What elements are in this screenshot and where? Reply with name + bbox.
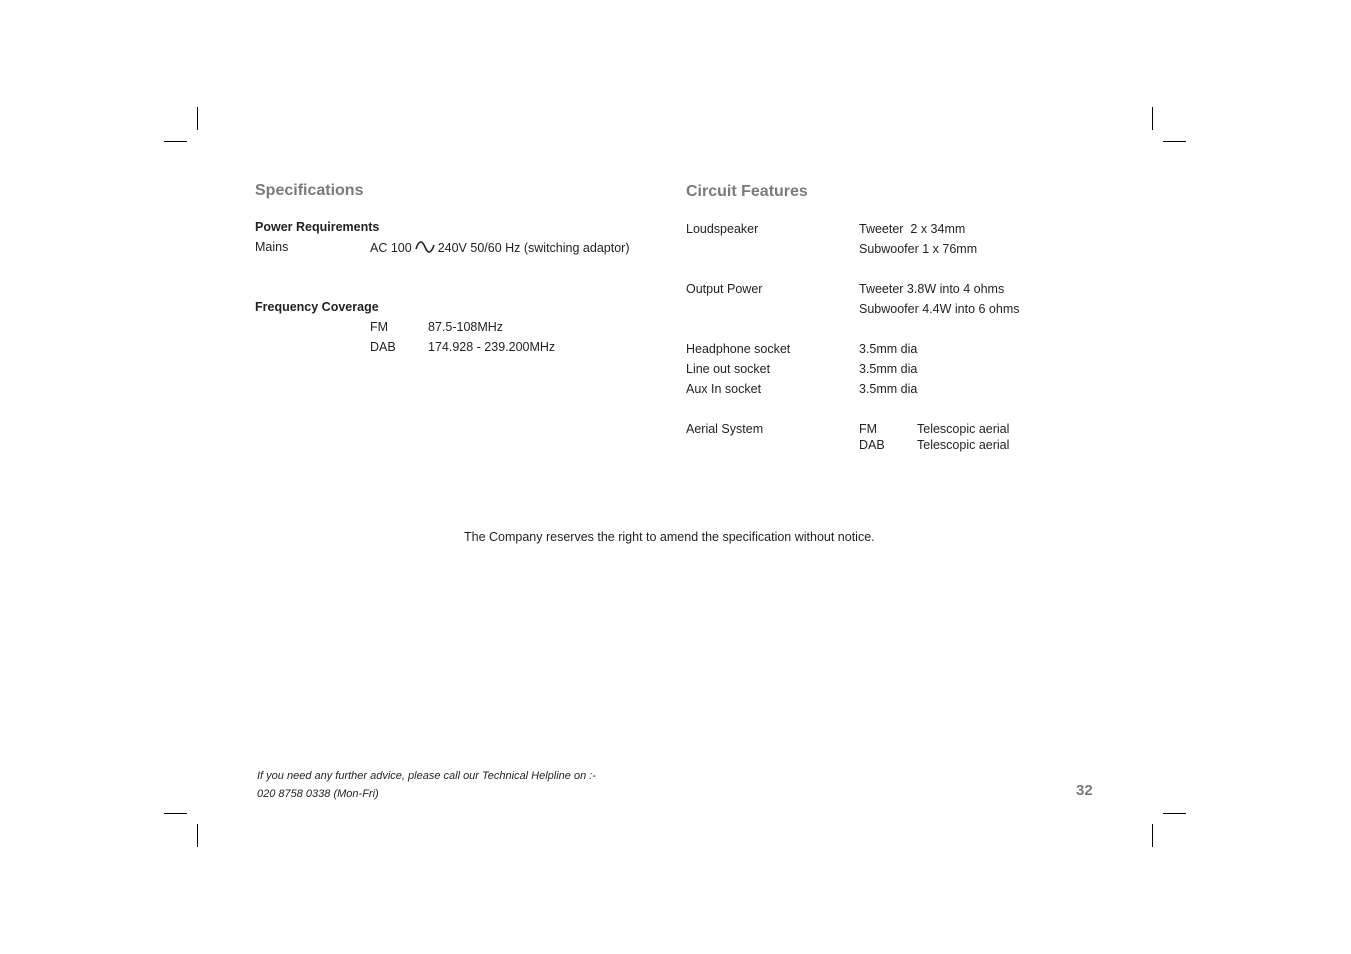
aerial-band-dab: DAB bbox=[859, 438, 885, 452]
frequency-coverage-heading: Frequency Coverage bbox=[255, 300, 379, 314]
crop-mark bbox=[1152, 824, 1153, 847]
socket-value-aux-in: 3.5mm dia bbox=[859, 382, 918, 396]
crop-mark bbox=[164, 813, 187, 814]
loudspeaker-tweeter: Tweeter 2 x 34mm bbox=[859, 222, 966, 236]
specifications-title: Specifications bbox=[255, 182, 364, 199]
aerial-type-fm: Telescopic aerial bbox=[917, 422, 1010, 436]
socket-label-headphone: Headphone socket bbox=[686, 342, 791, 356]
aerial-band-fm: FM bbox=[859, 422, 878, 436]
band-label-fm: FM bbox=[370, 320, 389, 334]
helpline-text: If you need any further advice, please call our Technical Helpline on :- bbox=[257, 770, 596, 782]
socket-value-line-out: 3.5mm dia bbox=[859, 362, 918, 376]
power-requirements-heading: Power Requirements bbox=[255, 220, 380, 234]
output-power-subwoofer: Subwoofer 4.4W into 6 ohms bbox=[859, 302, 1020, 316]
socket-label-aux-in: Aux In socket bbox=[686, 382, 762, 396]
crop-mark bbox=[197, 824, 198, 847]
output-power-tweeter: Tweeter 3.8W into 4 ohms bbox=[859, 282, 1005, 296]
helpline-phone: 020 8758 0338 (Mon-Fri) bbox=[257, 788, 379, 800]
band-range-dab: 174.928 - 239.200MHz bbox=[428, 340, 556, 354]
mains-label: Mains bbox=[255, 240, 289, 254]
crop-mark bbox=[1152, 107, 1153, 130]
mains-value bbox=[370, 240, 629, 257]
aerial-type-dab: Telescopic aerial bbox=[917, 438, 1010, 452]
page-number: 32 bbox=[1076, 782, 1093, 799]
band-label-dab: DAB bbox=[370, 340, 396, 354]
loudspeaker-subwoofer: Subwoofer 1 x 76mm bbox=[859, 242, 978, 256]
circuit-features-title: Circuit Features bbox=[686, 183, 808, 200]
crop-mark bbox=[1163, 141, 1186, 142]
crop-mark bbox=[164, 141, 187, 142]
sine-wave-icon bbox=[415, 240, 435, 257]
specification-notice: The Company reserves the right to amend the specification without notice. bbox=[464, 530, 875, 544]
socket-value-headphone: 3.5mm dia bbox=[859, 342, 918, 356]
mains-suffix: 240V 50/60 Hz (switching adaptor) bbox=[437, 240, 630, 255]
crop-mark bbox=[197, 107, 198, 130]
socket-label-line-out: Line out socket bbox=[686, 362, 771, 376]
loudspeaker-label: Loudspeaker bbox=[686, 222, 759, 236]
aerial-system-label: Aerial System bbox=[686, 422, 764, 436]
output-power-label: Output Power bbox=[686, 282, 763, 296]
band-range-fm: 87.5-108MHz bbox=[428, 320, 504, 334]
crop-mark bbox=[1163, 813, 1186, 814]
mains-prefix: AC 100 bbox=[370, 240, 412, 255]
